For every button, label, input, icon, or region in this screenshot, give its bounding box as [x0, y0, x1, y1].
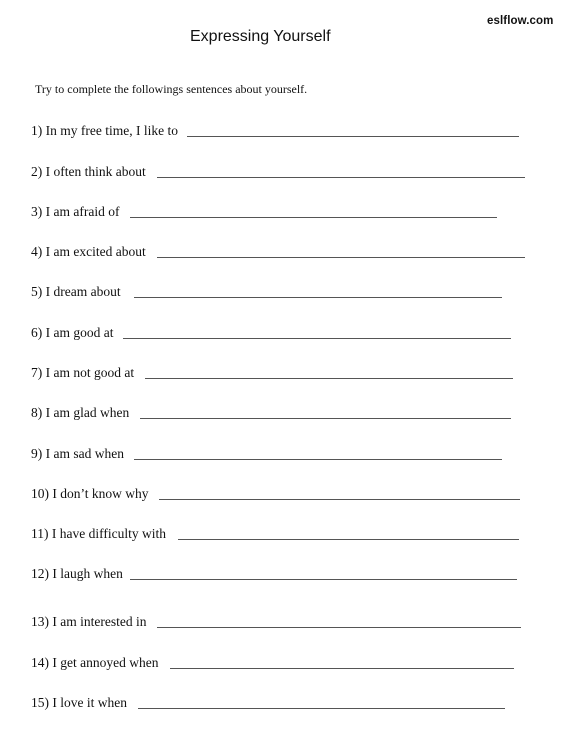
answer-blank-line[interactable] [178, 539, 519, 540]
instruction-text: Try to complete the followings sentences about yourself. [35, 82, 308, 96]
sentence-prompt: 7) I am not good at [31, 365, 135, 380]
answer-blank-line[interactable] [123, 338, 511, 339]
sentence-prompt: 2) I often think about [31, 164, 146, 179]
page-title: Expressing Yourself [190, 28, 331, 45]
sentence-prompt: 1) In my free time, I like to [31, 123, 178, 138]
answer-blank-line[interactable] [170, 668, 514, 669]
answer-blank-line[interactable] [145, 378, 513, 379]
sentence-prompt: 5) I dream about [31, 284, 121, 299]
sentence-prompt: 8) I am glad when [31, 405, 130, 420]
answer-blank-line[interactable] [138, 708, 505, 709]
sentence-prompt: 4) I am excited about [31, 244, 146, 259]
answer-blank-line[interactable] [159, 499, 520, 500]
sentence-prompt: 14) I get annoyed when [31, 655, 159, 670]
site-watermark: eslflow.com [487, 15, 554, 27]
answer-blank-line[interactable] [134, 459, 502, 460]
answer-blank-line[interactable] [157, 627, 521, 628]
answer-blank-line[interactable] [134, 297, 502, 298]
answer-blank-line[interactable] [130, 579, 517, 580]
sentence-prompt: 11) I have difficulty with [31, 526, 166, 541]
sentence-prompt: 12) I laugh when [31, 566, 123, 581]
sentence-prompt: 13) I am interested in [31, 614, 147, 629]
answer-blank-line[interactable] [140, 418, 511, 419]
sentence-prompt: 9) I am sad when [31, 446, 124, 461]
sentence-prompt: 6) I am good at [31, 325, 114, 340]
answer-blank-line[interactable] [130, 217, 497, 218]
sentence-prompt: 15) I love it when [31, 695, 127, 710]
sentence-prompt: 10) I don’t know why [31, 486, 149, 501]
answer-blank-line[interactable] [157, 257, 525, 258]
sentence-prompt: 3) I am afraid of [31, 204, 120, 219]
answer-blank-line[interactable] [187, 136, 519, 137]
answer-blank-line[interactable] [157, 177, 525, 178]
